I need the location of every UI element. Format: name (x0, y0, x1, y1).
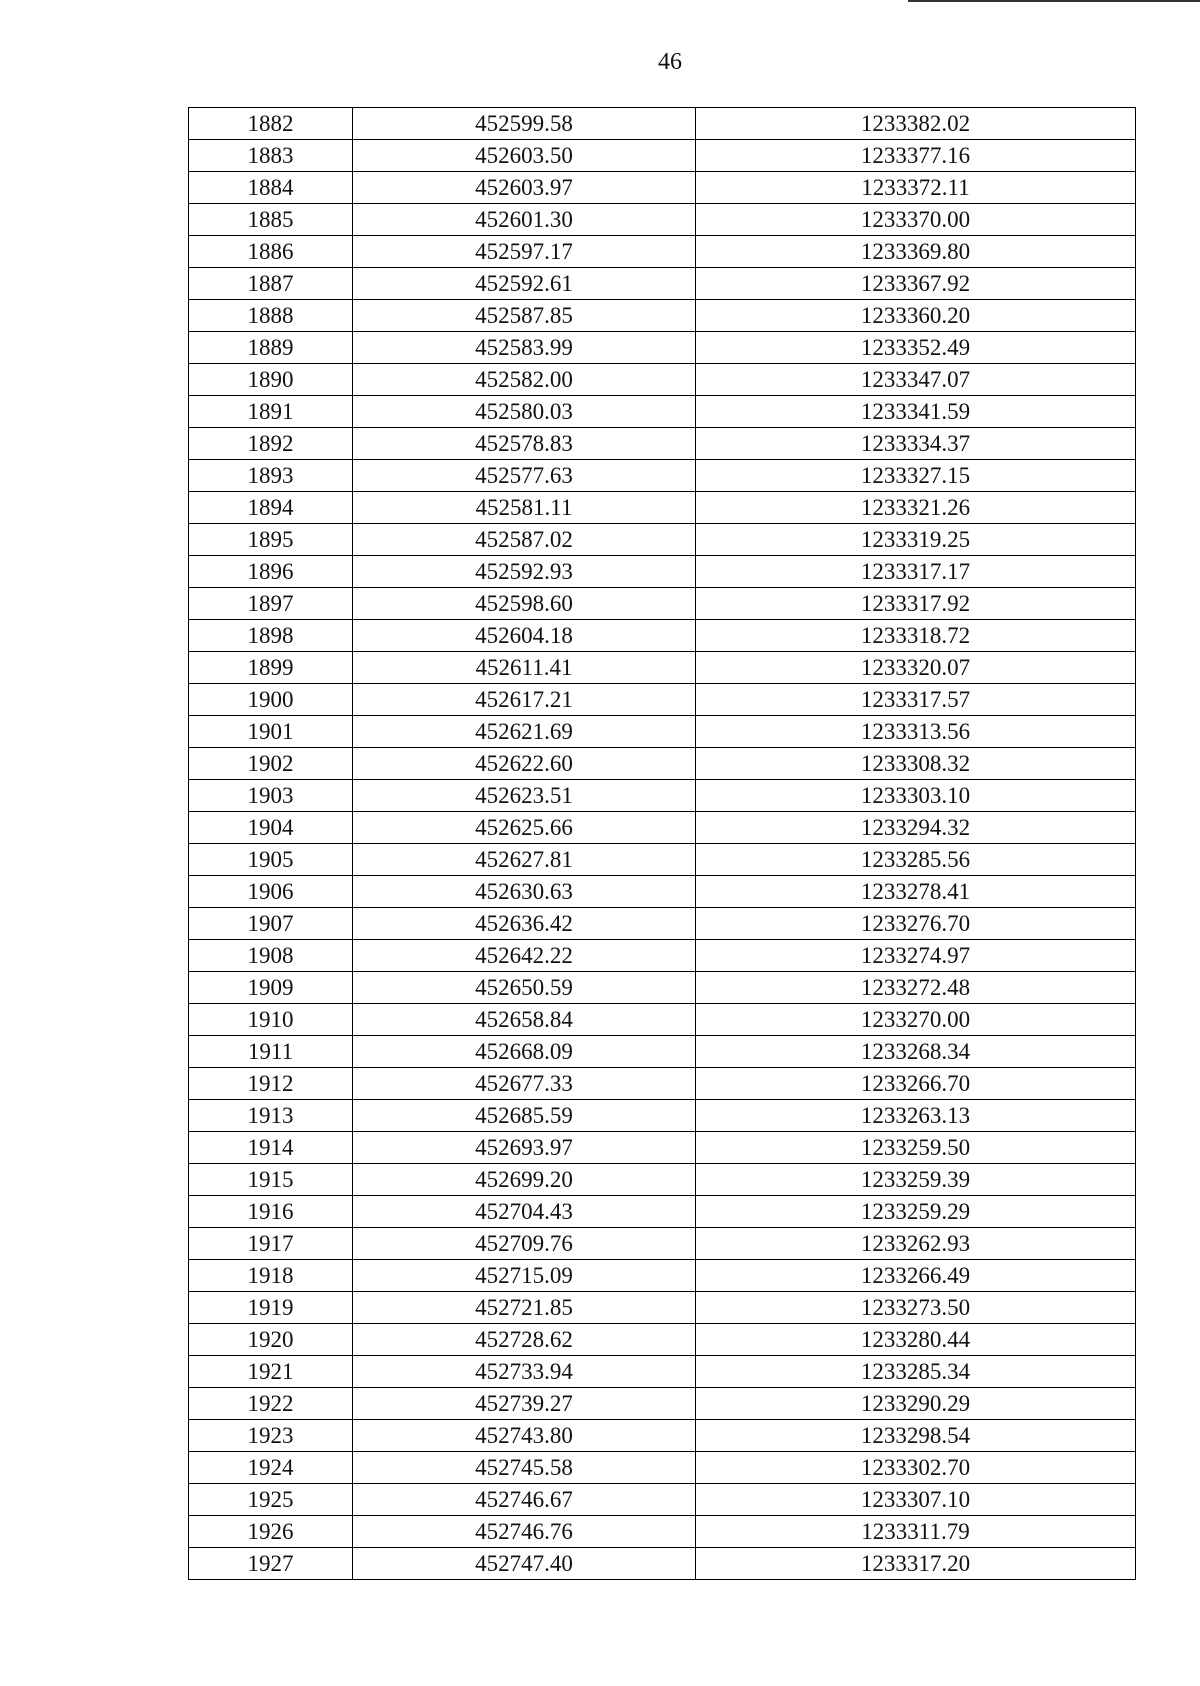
table-row (189, 1356, 1136, 1388)
point-number-cell: 1892 (189, 428, 353, 460)
point-number-cell: 1924 (189, 1452, 353, 1484)
point-number-cell: 1883 (189, 140, 353, 172)
y-coordinate-cell: 1233320.07 (696, 652, 1136, 684)
x-coordinate-cell: 452715.09 (353, 1260, 696, 1292)
x-coordinate-cell: 452677.33 (353, 1068, 696, 1100)
x-coordinate-cell: 452577.63 (353, 460, 696, 492)
table-row (189, 556, 1136, 588)
x-coordinate-cell: 452582.00 (353, 364, 696, 396)
table-row (189, 972, 1136, 1004)
point-number-cell: 1890 (189, 364, 353, 396)
y-coordinate-cell: 1233327.15 (696, 460, 1136, 492)
point-number-cell: 1896 (189, 556, 353, 588)
point-number-cell: 1925 (189, 1484, 353, 1516)
y-coordinate-cell: 1233317.92 (696, 588, 1136, 620)
x-coordinate-cell: 452747.40 (353, 1548, 696, 1580)
x-coordinate-cell: 452728.62 (353, 1324, 696, 1356)
x-coordinate-cell: 452627.81 (353, 844, 696, 876)
point-number-cell: 1907 (189, 908, 353, 940)
coordinates-table-body (189, 108, 1136, 1580)
table-row (189, 1068, 1136, 1100)
x-coordinate-cell: 452658.84 (353, 1004, 696, 1036)
y-coordinate-cell: 1233334.37 (696, 428, 1136, 460)
x-coordinate-cell: 452604.18 (353, 620, 696, 652)
point-number-cell: 1912 (189, 1068, 353, 1100)
y-coordinate-cell: 1233290.29 (696, 1388, 1136, 1420)
x-coordinate-cell: 452743.80 (353, 1420, 696, 1452)
x-coordinate-cell: 452599.58 (353, 108, 696, 140)
y-coordinate-cell: 1233262.93 (696, 1228, 1136, 1260)
x-coordinate-cell: 452601.30 (353, 204, 696, 236)
table-row (189, 428, 1136, 460)
x-coordinate-cell: 452580.03 (353, 396, 696, 428)
table-row (189, 620, 1136, 652)
table-row (189, 588, 1136, 620)
point-number-cell: 1919 (189, 1292, 353, 1324)
point-number-cell: 1895 (189, 524, 353, 556)
y-coordinate-cell: 1233367.92 (696, 268, 1136, 300)
table-row (189, 716, 1136, 748)
y-coordinate-cell: 1233259.50 (696, 1132, 1136, 1164)
point-number-cell: 1918 (189, 1260, 353, 1292)
point-number-cell: 1898 (189, 620, 353, 652)
point-number-cell: 1917 (189, 1228, 353, 1260)
table-row (189, 748, 1136, 780)
table-row (189, 652, 1136, 684)
point-number-cell: 1893 (189, 460, 353, 492)
y-coordinate-cell: 1233372.11 (696, 172, 1136, 204)
x-coordinate-cell: 452625.66 (353, 812, 696, 844)
y-coordinate-cell: 1233272.48 (696, 972, 1136, 1004)
table-row (189, 1484, 1136, 1516)
table-row (189, 332, 1136, 364)
y-coordinate-cell: 1233285.34 (696, 1356, 1136, 1388)
y-coordinate-cell: 1233268.34 (696, 1036, 1136, 1068)
x-coordinate-cell: 452739.27 (353, 1388, 696, 1420)
x-coordinate-cell: 452699.20 (353, 1164, 696, 1196)
table-row (189, 204, 1136, 236)
x-coordinate-cell: 452622.60 (353, 748, 696, 780)
y-coordinate-cell: 1233308.32 (696, 748, 1136, 780)
y-coordinate-cell: 1233352.49 (696, 332, 1136, 364)
x-coordinate-cell: 452668.09 (353, 1036, 696, 1068)
point-number-cell: 1887 (189, 268, 353, 300)
table-row (189, 1260, 1136, 1292)
point-number-cell: 1910 (189, 1004, 353, 1036)
table-row (189, 812, 1136, 844)
y-coordinate-cell: 1233313.56 (696, 716, 1136, 748)
point-number-cell: 1882 (189, 108, 353, 140)
coordinates-table (188, 107, 1136, 1580)
table-row (189, 1452, 1136, 1484)
table-row (189, 1388, 1136, 1420)
point-number-cell: 1889 (189, 332, 353, 364)
x-coordinate-cell: 452587.02 (353, 524, 696, 556)
y-coordinate-cell: 1233377.16 (696, 140, 1136, 172)
table-row (189, 396, 1136, 428)
y-coordinate-cell: 1233382.02 (696, 108, 1136, 140)
y-coordinate-cell: 1233298.54 (696, 1420, 1136, 1452)
y-coordinate-cell: 1233360.20 (696, 300, 1136, 332)
point-number-cell: 1902 (189, 748, 353, 780)
x-coordinate-cell: 452721.85 (353, 1292, 696, 1324)
y-coordinate-cell: 1233273.50 (696, 1292, 1136, 1324)
table-row (189, 940, 1136, 972)
y-coordinate-cell: 1233311.79 (696, 1516, 1136, 1548)
point-number-cell: 1897 (189, 588, 353, 620)
point-number-cell: 1891 (189, 396, 353, 428)
table-row (189, 268, 1136, 300)
y-coordinate-cell: 1233280.44 (696, 1324, 1136, 1356)
x-coordinate-cell: 452598.60 (353, 588, 696, 620)
table-row (189, 1004, 1136, 1036)
point-number-cell: 1920 (189, 1324, 353, 1356)
x-coordinate-cell: 452704.43 (353, 1196, 696, 1228)
table-row (189, 1228, 1136, 1260)
point-number-cell: 1884 (189, 172, 353, 204)
table-row (189, 844, 1136, 876)
point-number-cell: 1914 (189, 1132, 353, 1164)
y-coordinate-cell: 1233370.00 (696, 204, 1136, 236)
y-coordinate-cell: 1233317.57 (696, 684, 1136, 716)
y-coordinate-cell: 1233303.10 (696, 780, 1136, 812)
x-coordinate-cell: 452745.58 (353, 1452, 696, 1484)
y-coordinate-cell: 1233294.32 (696, 812, 1136, 844)
y-coordinate-cell: 1233259.39 (696, 1164, 1136, 1196)
y-coordinate-cell: 1233307.10 (696, 1484, 1136, 1516)
y-coordinate-cell: 1233302.70 (696, 1452, 1136, 1484)
x-coordinate-cell: 452623.51 (353, 780, 696, 812)
table-row (189, 1132, 1136, 1164)
table-row (189, 1516, 1136, 1548)
point-number-cell: 1888 (189, 300, 353, 332)
point-number-cell: 1899 (189, 652, 353, 684)
table-row (189, 908, 1136, 940)
point-number-cell: 1906 (189, 876, 353, 908)
y-coordinate-cell: 1233276.70 (696, 908, 1136, 940)
point-number-cell: 1926 (189, 1516, 353, 1548)
table-row (189, 1036, 1136, 1068)
table-row (189, 1324, 1136, 1356)
y-coordinate-cell: 1233274.97 (696, 940, 1136, 972)
x-coordinate-cell: 452630.63 (353, 876, 696, 908)
x-coordinate-cell: 452709.76 (353, 1228, 696, 1260)
point-number-cell: 1911 (189, 1036, 353, 1068)
point-number-cell: 1904 (189, 812, 353, 844)
y-coordinate-cell: 1233347.07 (696, 364, 1136, 396)
x-coordinate-cell: 452693.97 (353, 1132, 696, 1164)
x-coordinate-cell: 452603.97 (353, 172, 696, 204)
table-row (189, 876, 1136, 908)
x-coordinate-cell: 452592.61 (353, 268, 696, 300)
point-number-cell: 1886 (189, 236, 353, 268)
point-number-cell: 1927 (189, 1548, 353, 1580)
table-row (189, 1164, 1136, 1196)
x-coordinate-cell: 452650.59 (353, 972, 696, 1004)
table-row (189, 172, 1136, 204)
table-row (189, 1196, 1136, 1228)
y-coordinate-cell: 1233266.49 (696, 1260, 1136, 1292)
table-row (189, 780, 1136, 812)
point-number-cell: 1909 (189, 972, 353, 1004)
table-row (189, 1100, 1136, 1132)
x-coordinate-cell: 452746.67 (353, 1484, 696, 1516)
x-coordinate-cell: 452733.94 (353, 1356, 696, 1388)
y-coordinate-cell: 1233369.80 (696, 236, 1136, 268)
x-coordinate-cell: 452583.99 (353, 332, 696, 364)
x-coordinate-cell: 452597.17 (353, 236, 696, 268)
point-number-cell: 1900 (189, 684, 353, 716)
table-row (189, 236, 1136, 268)
point-number-cell: 1894 (189, 492, 353, 524)
y-coordinate-cell: 1233263.13 (696, 1100, 1136, 1132)
x-coordinate-cell: 452581.11 (353, 492, 696, 524)
table-row (189, 524, 1136, 556)
table-row (189, 492, 1136, 524)
y-coordinate-cell: 1233319.25 (696, 524, 1136, 556)
x-coordinate-cell: 452636.42 (353, 908, 696, 940)
table-row (189, 1420, 1136, 1452)
table-row (189, 364, 1136, 396)
x-coordinate-cell: 452685.59 (353, 1100, 696, 1132)
y-coordinate-cell: 1233270.00 (696, 1004, 1136, 1036)
point-number-cell: 1903 (189, 780, 353, 812)
x-coordinate-cell: 452642.22 (353, 940, 696, 972)
page-number: 46 (658, 49, 682, 75)
y-coordinate-cell: 1233318.72 (696, 620, 1136, 652)
point-number-cell: 1913 (189, 1100, 353, 1132)
point-number-cell: 1901 (189, 716, 353, 748)
y-coordinate-cell: 1233259.29 (696, 1196, 1136, 1228)
point-number-cell: 1905 (189, 844, 353, 876)
x-coordinate-cell: 452611.41 (353, 652, 696, 684)
x-coordinate-cell: 452621.69 (353, 716, 696, 748)
table-row (189, 684, 1136, 716)
table-row (189, 140, 1136, 172)
point-number-cell: 1916 (189, 1196, 353, 1228)
y-coordinate-cell: 1233317.20 (696, 1548, 1136, 1580)
x-coordinate-cell: 452617.21 (353, 684, 696, 716)
table-row (189, 1548, 1136, 1580)
point-number-cell: 1915 (189, 1164, 353, 1196)
x-coordinate-cell: 452587.85 (353, 300, 696, 332)
table-row (189, 460, 1136, 492)
point-number-cell: 1923 (189, 1420, 353, 1452)
page-top-rule (908, 0, 1200, 2)
y-coordinate-cell: 1233278.41 (696, 876, 1136, 908)
point-number-cell: 1921 (189, 1356, 353, 1388)
y-coordinate-cell: 1233285.56 (696, 844, 1136, 876)
y-coordinate-cell: 1233341.59 (696, 396, 1136, 428)
y-coordinate-cell: 1233266.70 (696, 1068, 1136, 1100)
x-coordinate-cell: 452603.50 (353, 140, 696, 172)
table-row (189, 300, 1136, 332)
point-number-cell: 1885 (189, 204, 353, 236)
point-number-cell: 1908 (189, 940, 353, 972)
x-coordinate-cell: 452592.93 (353, 556, 696, 588)
table-row (189, 1292, 1136, 1324)
point-number-cell: 1922 (189, 1388, 353, 1420)
table-row (189, 108, 1136, 140)
x-coordinate-cell: 452746.76 (353, 1516, 696, 1548)
x-coordinate-cell: 452578.83 (353, 428, 696, 460)
y-coordinate-cell: 1233321.26 (696, 492, 1136, 524)
y-coordinate-cell: 1233317.17 (696, 556, 1136, 588)
